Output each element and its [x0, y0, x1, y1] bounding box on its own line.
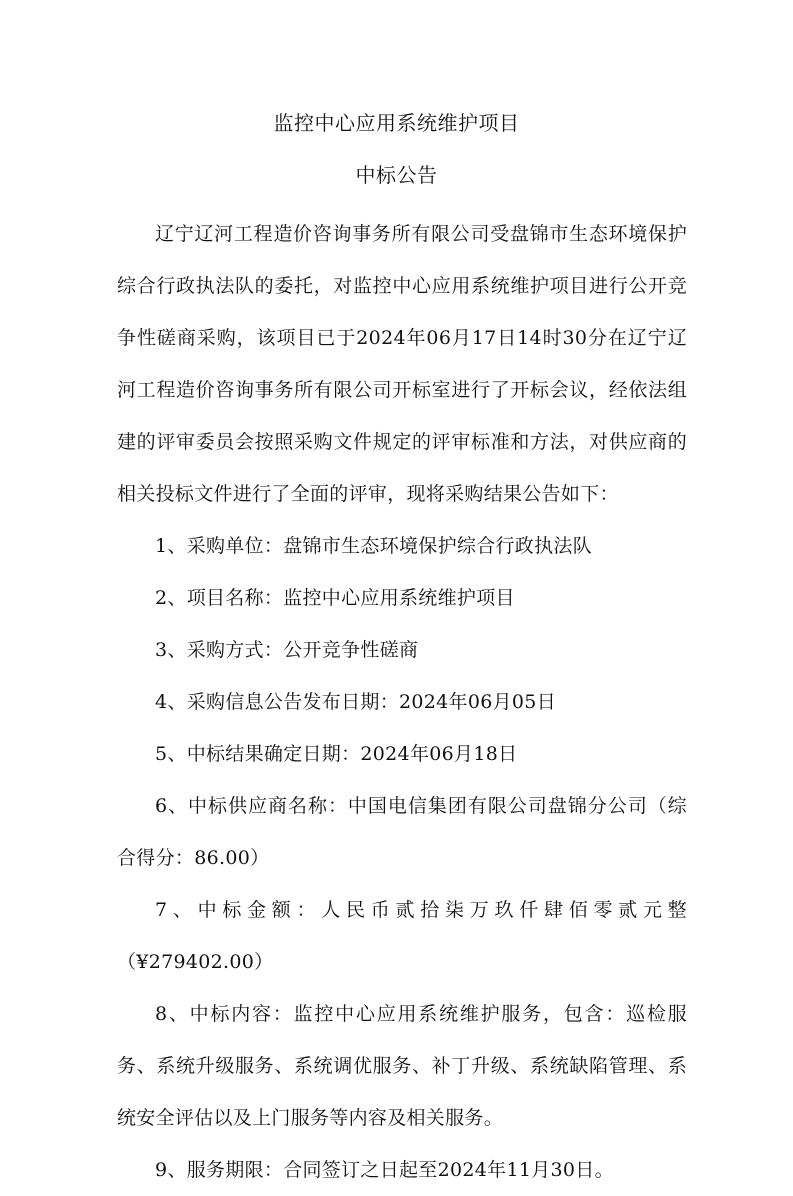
list-item-winning-content: 8、中标内容：监控中心应用系统维护服务，包含：巡检服务、系统升级服务、系统调优服务、补丁升级、系统缺陷管理、系统安全评估以及上门服务等内容及相关服务。 [117, 1003, 687, 1129]
document-subtitle: 中标公告 [355, 163, 438, 187]
document-body [117, 208, 687, 1196]
list-item-winning-amount: 7、中标金额：人民币贰拾柒万玖仟肆佰零贰元整（¥279402.00） [117, 899, 687, 973]
list-item-service-period: 9、服务期限：合同签订之日起至2024年11月30日。 [155, 1159, 614, 1181]
list-item-project-name: 2、项目名称：监控中心应用系统维护项目 [155, 587, 515, 609]
list-item-result-date: 5、中标结果确定日期：2024年06月18日 [155, 743, 518, 765]
list-item-publish-date: 4、采购信息公告发布日期：2024年06月05日 [155, 691, 556, 713]
list-item-winning-supplier: 6、中标供应商名称：中国电信集团有限公司盘锦分公司（综合得分：86.00） [117, 795, 687, 869]
list-item-procurement-method: 3、采购方式：公开竞争性磋商 [155, 639, 419, 661]
document-title: 监控中心应用系统维护项目 [273, 111, 520, 135]
list-item-purchaser: 1、采购单位：盘锦市生态环境保护综合行政执法队 [155, 535, 592, 557]
intro-paragraph: 辽宁辽河工程造价咨询事务所有限公司受盘锦市生态环境保护综合行政执法队的委托，对监控中心应用系统维护项目进行公开竞争性磋商采购，该项目已于2024年06月17日14时30分在辽宁辽河工程造价咨询事务所有限公司开标室进行了开标会议，经依法组建的评审委员会按照采购文件规定的评审标准和方法，对供应商的相关投标文件进行了全面的评审，现将采购结果公告如下： [117, 223, 687, 505]
